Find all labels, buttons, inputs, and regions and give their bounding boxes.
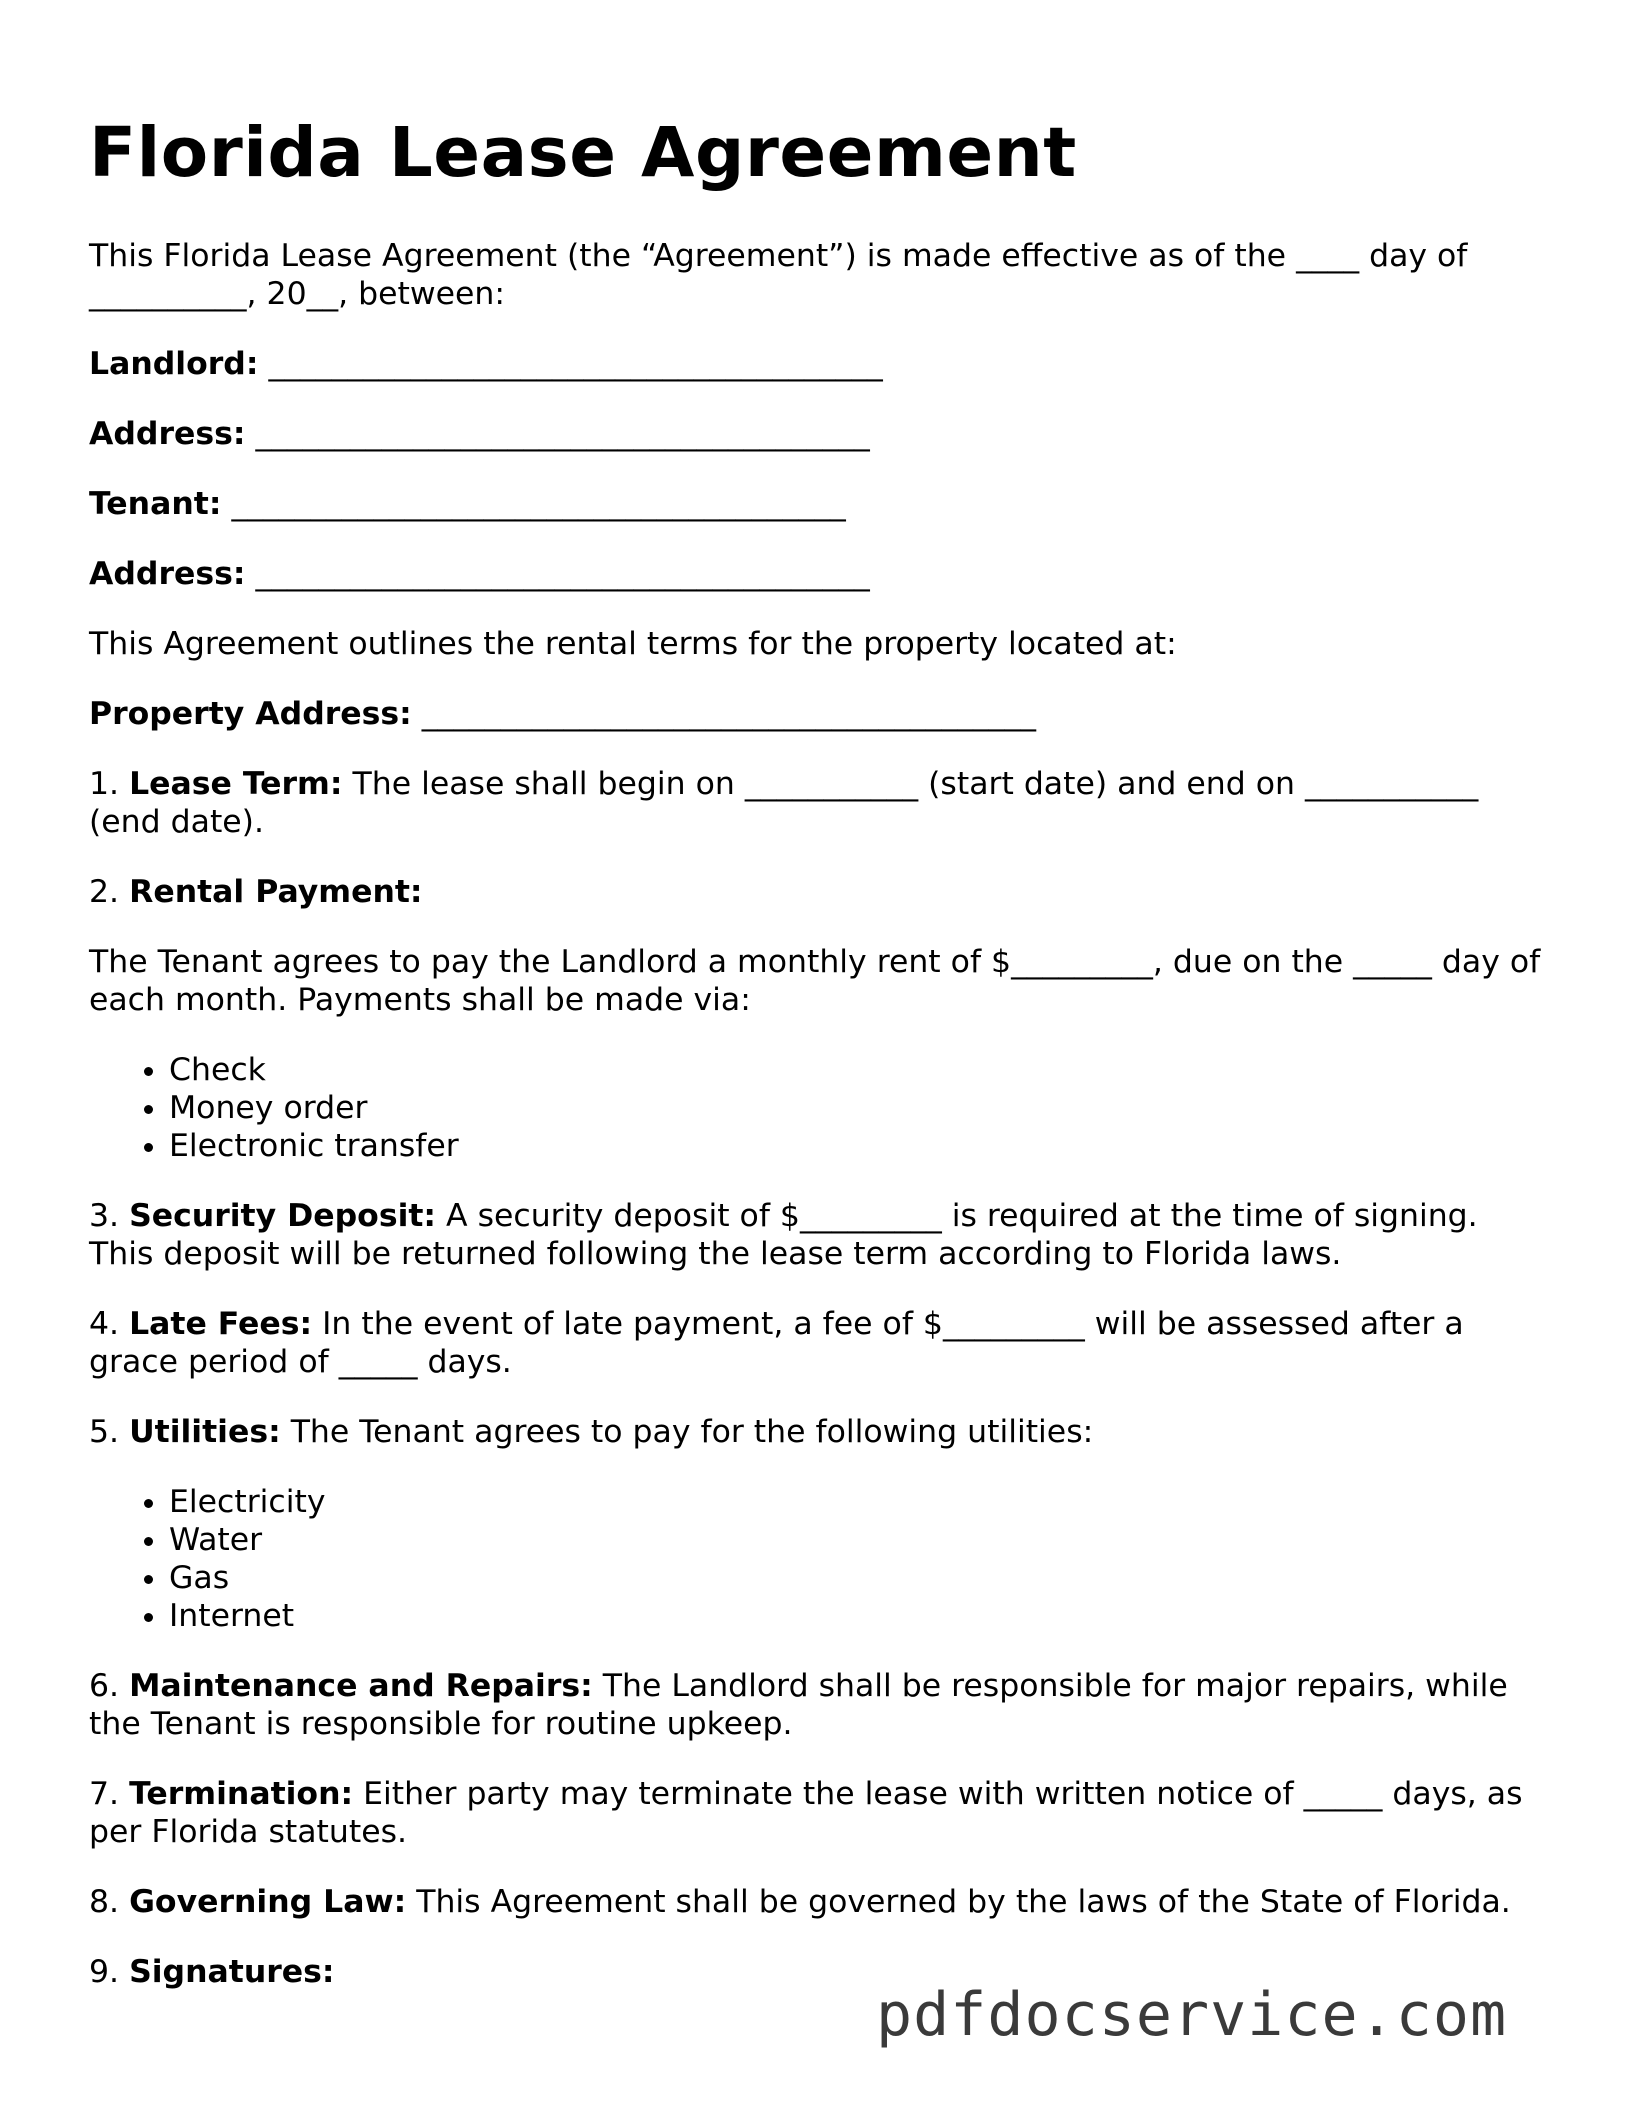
field-label: Landlord: — [89, 346, 259, 382]
section-text: The Landlord shall be responsible for major repairs, while the Tenant is responsible for routine upkeep. — [89, 1668, 1508, 1742]
section-text: The Tenant agrees to pay for the following utilities: — [290, 1414, 1094, 1450]
list-item: • Electronic transfer — [169, 1127, 1549, 1165]
section-utilities — [89, 1413, 1549, 1451]
section-heading: Rental Payment: — [129, 874, 423, 910]
section-number: 4. — [89, 1306, 120, 1342]
list-item: • Money order — [169, 1089, 1549, 1127]
section-heading: Late Fees: — [129, 1306, 313, 1342]
tenant-field — [89, 485, 1549, 523]
section-heading: Lease Term: — [129, 766, 343, 802]
field-label: Address: — [89, 556, 246, 592]
section-heading: Governing Law: — [129, 1884, 407, 1920]
section-text: The lease shall begin on ___________ (start date) and end on ___________ (end date). — [89, 766, 1479, 840]
section-number: 9. — [89, 1954, 120, 1990]
list-item: • Check — [169, 1051, 1549, 1089]
section-security-deposit — [89, 1197, 1549, 1273]
section-termination — [89, 1775, 1549, 1851]
property-address-field — [89, 695, 1549, 733]
document-title: Florida Lease Agreement — [89, 113, 1077, 193]
section-number: 5. — [89, 1414, 120, 1450]
section-number: 8. — [89, 1884, 120, 1920]
blank-line: _______________________________________ — [255, 416, 870, 452]
watermark: pdfdocservice.com — [876, 1980, 1508, 2050]
field-label: Address: — [89, 416, 246, 452]
section-heading: Maintenance and Repairs: — [129, 1668, 593, 1704]
property-intro: This Agreement outlines the rental terms for the property located at: — [89, 626, 1177, 662]
landlord-field — [89, 345, 1549, 383]
tenant-address-field — [89, 555, 1549, 593]
blank-line: _______________________________________ — [421, 696, 1037, 732]
section-heading: Security Deposit: — [129, 1198, 437, 1234]
blank-line: _______________________________________ — [231, 486, 846, 522]
payment-methods-list — [89, 1051, 1549, 1165]
document-body — [89, 112, 1549, 2023]
section-number: 7. — [89, 1776, 120, 1812]
section-heading: Utilities: — [129, 1414, 281, 1450]
rental-payment-text: The Tenant agrees to pay the Landlord a monthly rent of $_________, due on the _____ day of each month. Payments shall be made via: — [89, 944, 1541, 1018]
list-item: • Water — [169, 1521, 1549, 1559]
section-number: 6. — [89, 1668, 120, 1704]
utilities-list — [89, 1483, 1549, 1635]
section-number: 3. — [89, 1198, 120, 1234]
blank-line: _______________________________________ — [268, 346, 883, 382]
section-text: A security deposit of $_________ is required at the time of signing. This deposit will be returned following the lease term according to Florida laws. — [89, 1198, 1478, 1272]
section-number: 1. — [89, 766, 120, 802]
section-text: In the event of late payment, a fee of $_________ will be assessed after a grace period of _____ days. — [89, 1306, 1464, 1380]
section-number: 2. — [89, 874, 120, 910]
section-late-fees — [89, 1305, 1549, 1381]
section-governing-law — [89, 1883, 1549, 1921]
landlord-address-field — [89, 415, 1549, 453]
section-heading: Signatures: — [129, 1954, 335, 1990]
section-text: This Agreement shall be governed by the laws of the State of Florida. — [416, 1884, 1511, 1920]
field-label: Tenant: — [89, 486, 222, 522]
section-rental-payment — [89, 873, 1549, 911]
section-text: Either party may terminate the lease with written notice of _____ days, as per Florida statutes. — [89, 1776, 1523, 1850]
section-lease-term — [89, 765, 1549, 841]
list-item: • Electricity — [169, 1483, 1549, 1521]
list-item: • Internet — [169, 1597, 1549, 1635]
list-item: • Gas — [169, 1559, 1549, 1597]
section-maintenance — [89, 1667, 1549, 1743]
section-heading: Termination: — [129, 1776, 354, 1812]
intro-paragraph: This Florida Lease Agreement (the “Agreement”) is made effective as of the ____ day of __________, 20__, between: — [89, 238, 1468, 312]
field-label: Property Address: — [89, 696, 412, 732]
blank-line: _______________________________________ — [255, 556, 870, 592]
